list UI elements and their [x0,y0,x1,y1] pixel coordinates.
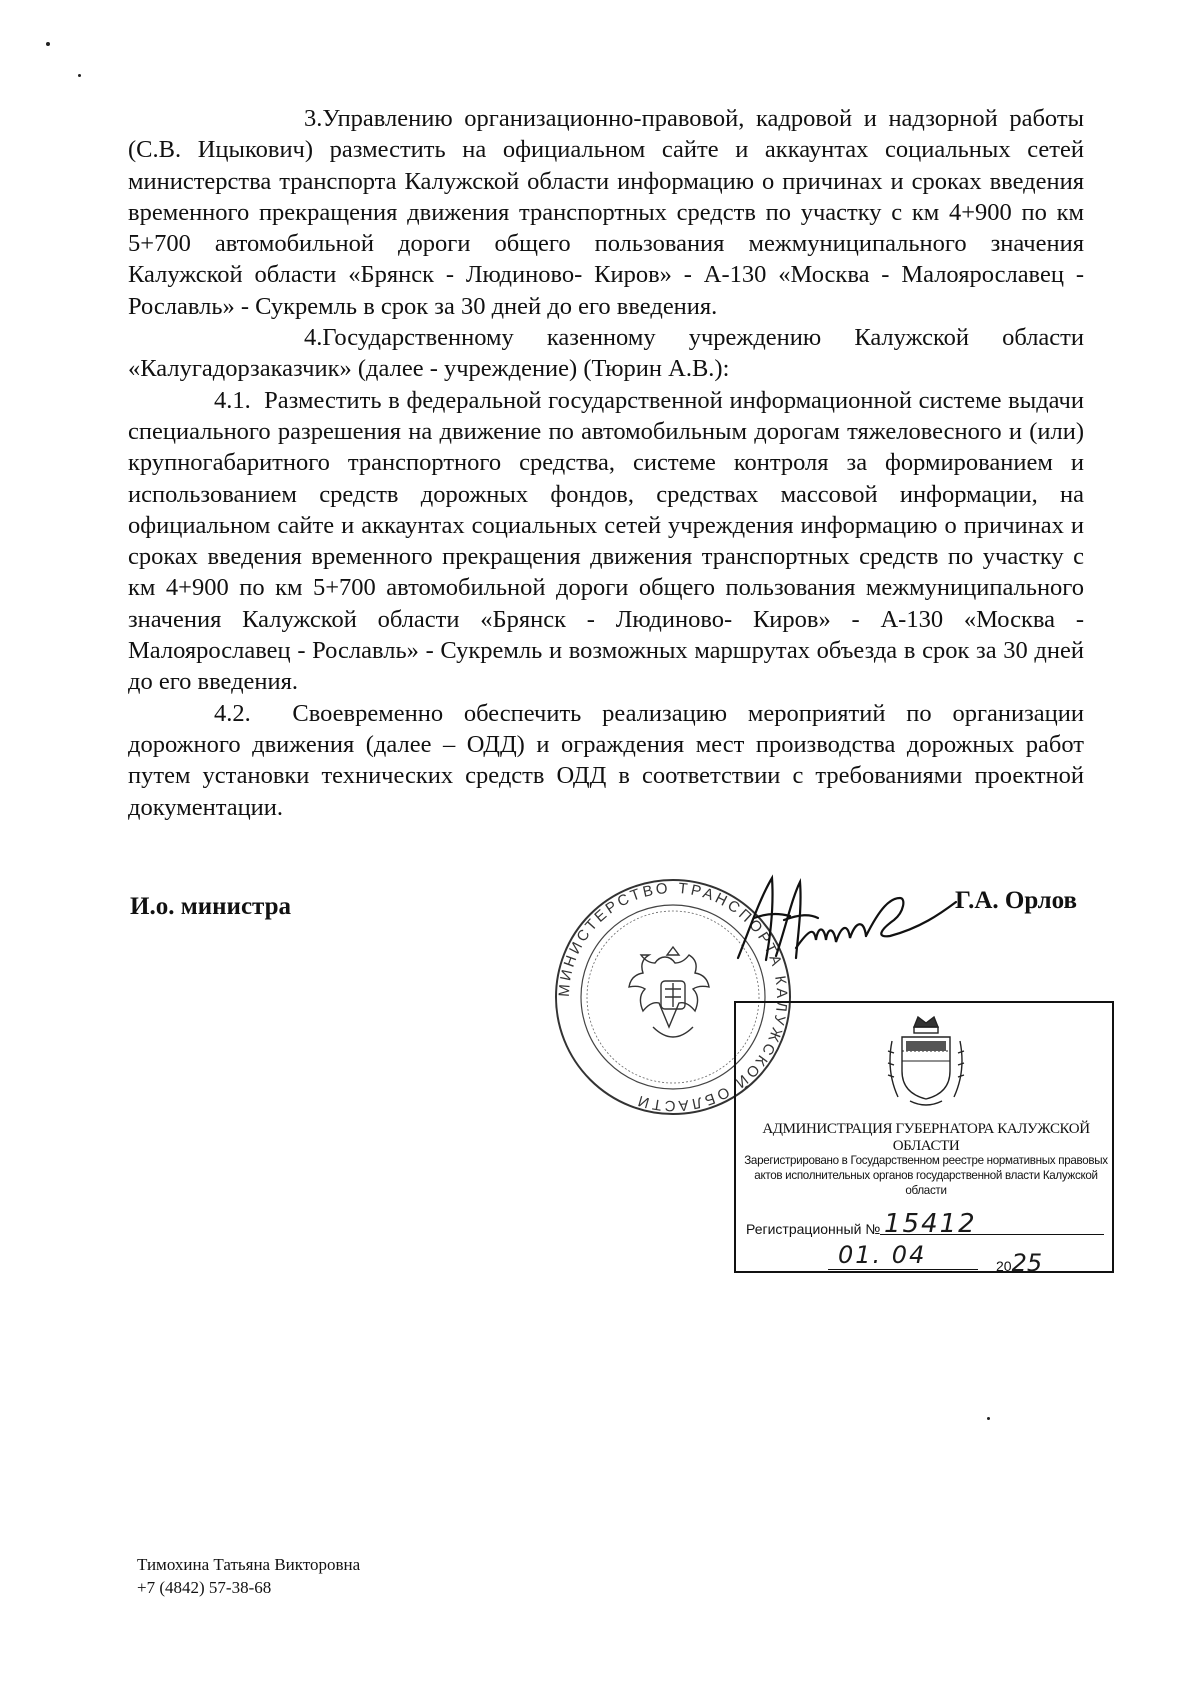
seal-text: МИНИСТЕРСТВО ТРАНСПОРТА КАЛУЖСКОЙ ОБЛАСТИ [555,879,791,1115]
year-value: 25 [1011,1249,1043,1277]
registration-date-row [828,1241,1108,1277]
signer-name: Г.А. Орлов [955,887,1078,914]
registration-number-value: 15412 [880,1209,1104,1235]
signer-title: И.о. министра [130,893,292,920]
registration-number-label: Регистрационный № [746,1221,881,1237]
scan-speck [78,74,81,77]
paragraph-4-2 [128,698,1084,823]
paragraph-4 [128,322,1084,385]
handwritten-signature [730,868,960,968]
paragraph-number: 3. [304,105,323,132]
year-prefix: 20 [996,1258,1012,1274]
registration-number-row [746,1209,1108,1239]
paragraph-4-1 [128,385,1084,698]
scan-speck [46,42,50,46]
stamp-title: АДМИНИСТРАЦИЯ ГУБЕРНАТОРА КАЛУЖСКОЙ ОБЛАСТИ [762,1121,1090,1154]
registration-year [996,1249,1042,1277]
paragraph-3 [128,103,1084,322]
registration-date-value: 01. 04 [828,1241,978,1270]
contact-name: Тимохина Татьяна Викторовна [137,1555,361,1574]
paragraph-text: Своевременно обеспечить реализацию мероприятий по организации дорожного движения (далее – ОДД) и ограждения мест производства дорожных работ путем установки технических средств ОДД в соответствии с требованиями проектной документации. [128,699,1084,821]
contact-block [137,1553,360,1599]
paragraph-text: Разместить в федеральной государственной информационной системе выдачи специального разрешения на движение по автомобильным дорогам тяжеловесного и (или) крупногабаритного транспортного средства, системе контроля за формированием и использованием средств дорожных фондов, средствах массовой информации, на официальном сайте и аккаунтах социальных сетей учреждения информацию о причинах и сроках введения временного прекращения движения транспортных средств по участку с км 4+900 по км 5+700 автомобильной дороги общего пользования межмуниципального значения Калужской области «Брянск - Людиново- Киров» - А-130 «Москва - Малоярославец - Рославль» - Сукремль и возможных маршрутах объезда в срок за 30 дней до его введения. [128,386,1084,696]
paragraph-number: 4. [304,324,323,352]
document-body [128,103,1084,823]
paragraph-number: 4.1. [214,386,251,414]
eagle-emblem-icon [629,947,709,1037]
scan-speck [987,1417,990,1420]
paragraph-text: Управлению организационно-правовой, кадровой и надзорной работы (С.В. Ицыкович) разместить на официальном сайте и аккаунтах социальных сетей министерства транспорта Калужской области информацию о причинах и сроках введения временного прекращения движения транспортных средств по участку с км 4+900 по км 5+700 автомобильной дороги общего пользования межмуниципального значения Калужской области «Брянск - Людиново- Киров» - А-130 «Москва - Малоярославец - Рославль» - Сукремль в срок за 30 дней до его введения. [128,105,1084,320]
registration-stamp [734,1001,1114,1277]
contact-phone: +7 (4842) 57-38-68 [137,1578,272,1597]
paragraph-text: Государственному казенному учреждению Калужской области «Калугадорзаказчик» (далее - учреждение) (Тюрин А.В.): [128,324,1084,383]
kaluga-coat-of-arms-icon [884,1011,968,1111]
paragraph-number: 4.2. [214,699,251,727]
stamp-note: Зарегистрировано в Государственном реестре нормативных правовых актов исполнительных органов государственной власти Калужской области [744,1154,1108,1197]
